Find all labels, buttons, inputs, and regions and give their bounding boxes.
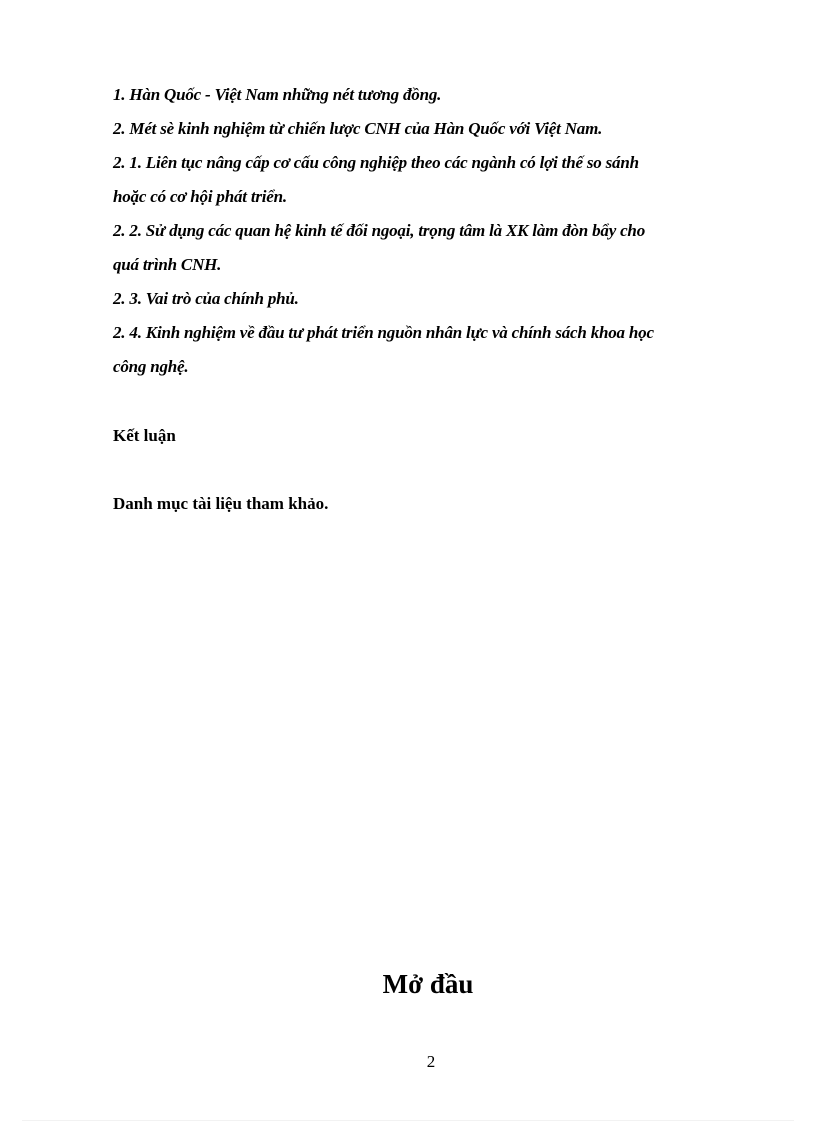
toc-references: Danh mục tài liệu tham khảo. xyxy=(113,494,329,513)
section-title: Mở đầu xyxy=(382,969,474,999)
toc-item-2: 2. Mét sè kinh nghiệm từ chiến lược CNH của Hàn Quốc với Việt Nam. xyxy=(113,119,603,138)
toc-item-2-1: 2. 1. Liên tục nâng cấp cơ cấu công nghiệp theo các ngành có lợi thế so sánh xyxy=(113,153,639,172)
page-number: 2 xyxy=(426,1052,436,1071)
toc-conclusion: Kết luận xyxy=(113,426,176,445)
toc-item-2-3: 2. 3. Vai trò của chính phủ. xyxy=(113,289,299,308)
toc-item-2-4-continued: công nghệ. xyxy=(113,357,189,376)
toc-item-2-4: 2. 4. Kinh nghiệm về đầu tư phát triển nguồn nhân lực và chính sách khoa học xyxy=(113,323,654,342)
table-of-contents xyxy=(113,78,743,384)
page-bottom-divider xyxy=(22,1120,794,1121)
toc-item-2-2: 2. 2. Sử dụng các quan hệ kinh tế đối ngoại, trọng tâm là XK làm đòn bẩy cho xyxy=(113,221,645,240)
toc-item-2-1-continued: hoặc có cơ hội phát triển. xyxy=(113,187,287,206)
toc-item-2-2-continued: quá trình CNH. xyxy=(113,255,222,274)
toc-item-1: 1. Hàn Quốc - Việt Nam những nét tương đồng. xyxy=(113,85,442,104)
